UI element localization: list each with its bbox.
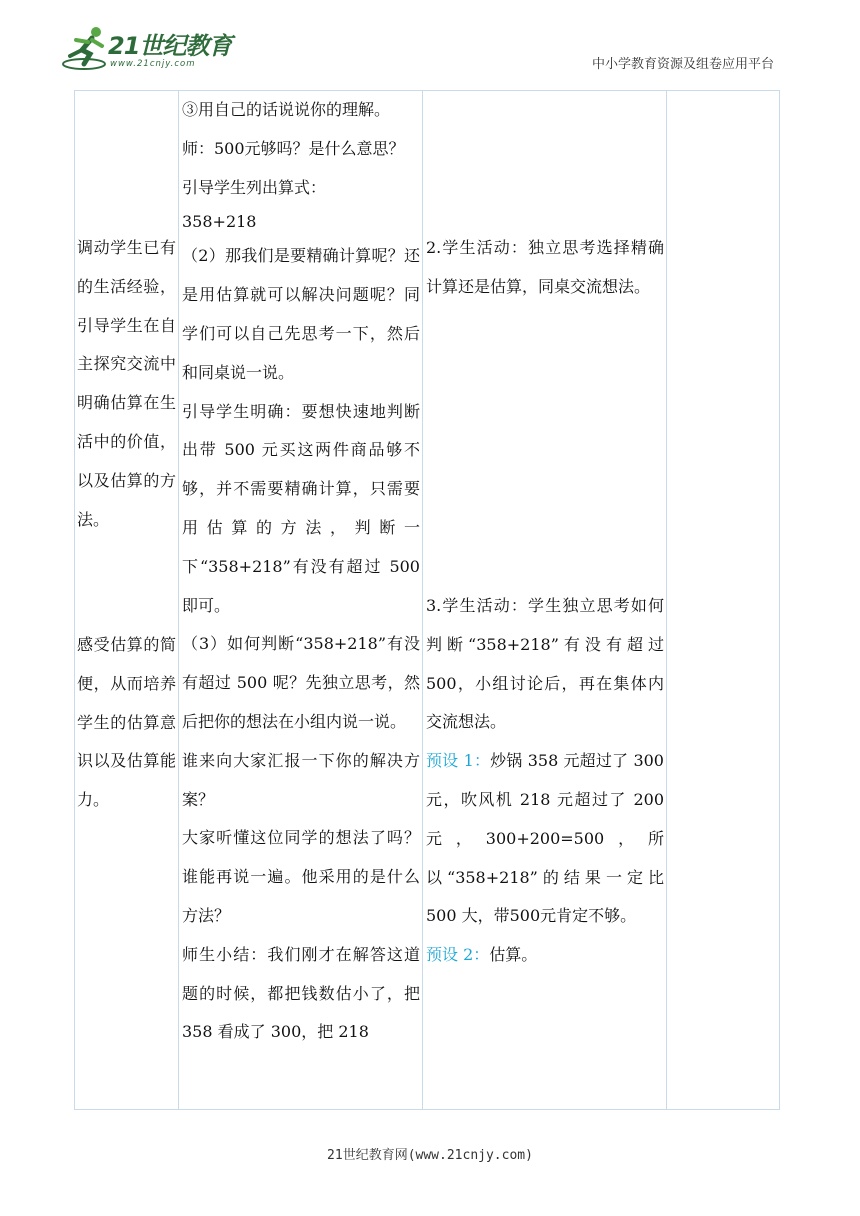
activity-2: 2.学生活动：独立思考选择精确计算还是估算，同桌交流想法。	[426, 238, 664, 296]
platform-name: 中小学教育资源及组卷应用平台	[591, 57, 774, 72]
teacher-line-1: ③用自己的话说说你的理解。	[182, 100, 391, 119]
notes-column	[667, 91, 780, 1110]
teacher-line-9: 大家听懂这位同学的想法了吗？谁能再说一遍。他采用的是什么方法？	[182, 828, 420, 925]
teacher-line-8: 谁来向大家汇报一下你的解决方案？	[182, 750, 420, 809]
activity-3	[426, 587, 664, 975]
activity-3-text: 3.学生活动：学生独立思考如何判断“358+218”有没有超过 500，小组讨论后，再在集体内交流想法。	[426, 596, 664, 732]
preset-1-text: 炒锅 358 元超过了 300 元，吹风机 218 元超过了 200 元，300+200=500，所以“358+218”的结果一定比 500 大，带500元肯定不够。	[426, 751, 664, 926]
preset-2-text: 估算。	[489, 945, 538, 965]
teacher-activity-column	[179, 91, 423, 1110]
lesson-table	[74, 90, 780, 1110]
page-footer: 21世纪教育网(www.21cnjy.com)	[327, 1148, 533, 1163]
goal-a: 调动学生已有的生活经验，引导学生在自主探究交流中明确估算在生活中的价值，以及估算的方法。	[77, 238, 176, 529]
goal-column	[75, 91, 179, 1110]
teacher-line-10: 师生小结：我们刚才在解答这道题的时候，都把钱数估小了，把 358 看成了 300，把 218	[182, 944, 420, 1042]
logo	[62, 26, 232, 76]
preset-1-label: 预设 1：	[426, 751, 491, 771]
goal-b: 感受估算的简便，从而培养学生的估算意识以及估算能力。	[77, 635, 176, 810]
teacher-line-2: 师：500元够吗？是什么意思？	[182, 138, 405, 158]
page-header	[0, 0, 860, 90]
logo-text: 21世纪教育	[108, 32, 232, 60]
preset-2-label: 预设 2：	[426, 945, 490, 965]
teacher-line-6: 引导学生明确：要想快速地判断出带 500 元买这两件商品够不够，并不需要精确计算，只需要用估算的方法，判断一下“358+218”有没有超过 500 即可。	[182, 401, 420, 615]
student-activity-column	[423, 91, 667, 1110]
teacher-line-4: 358+218	[182, 212, 257, 232]
logo-url: www.21cnjy.com	[110, 59, 196, 69]
runner-icon	[62, 26, 110, 72]
teacher-line-3: 引导学生列出算式：	[182, 177, 327, 197]
teacher-line-5: （2）那我们是要精确计算呢？还是用估算就可以解决问题呢？同学们可以自己先思考一下，然后和同桌说一说。	[182, 246, 420, 382]
teacher-line-7: （3）如何判断“358+218”有没有超过 500 呢？先独立思考，然后把你的想法在小组内说一说。	[182, 634, 420, 731]
